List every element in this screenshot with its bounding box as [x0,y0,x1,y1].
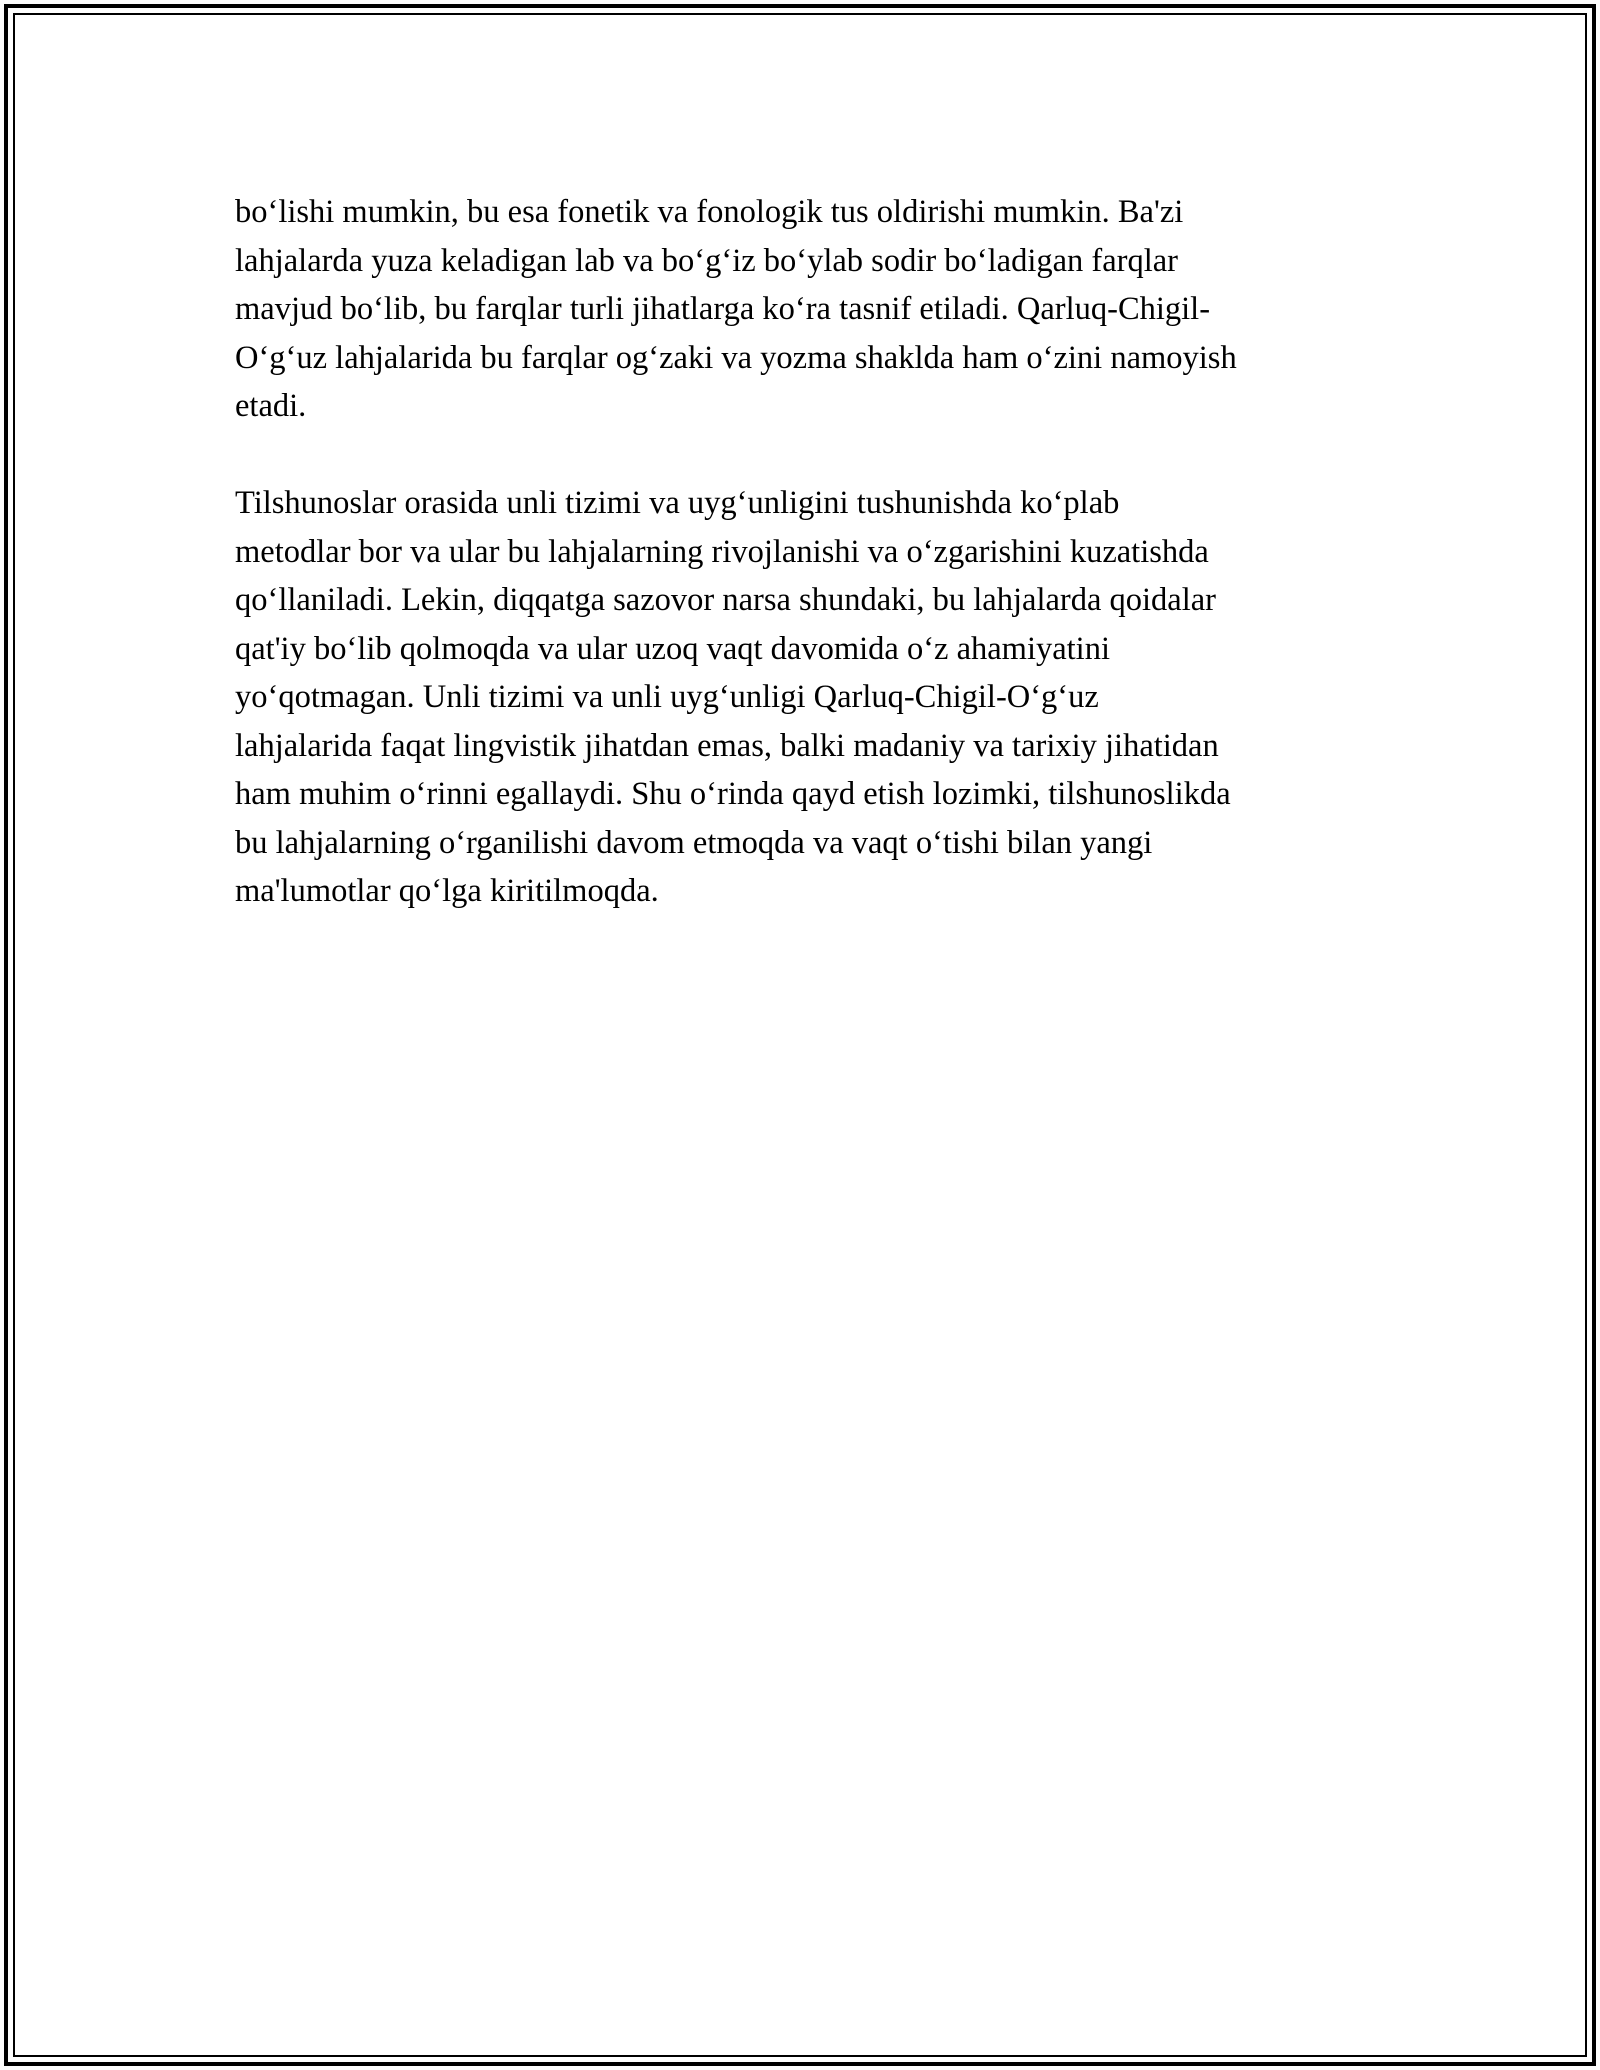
text-line: mavjud bo‘lib, bu farqlar turli jihatlarga ko‘ra tasnif etiladi. Qarluq-Chigil- [235,291,1211,327]
text-line: yo‘qotmagan. Unli tizimi va unli uyg‘unligi Qarluq-Chigil-O‘g‘uz [235,679,1099,715]
text-line: ma'lumotlar qo‘lga kiritilmoqda. [235,873,659,909]
paragraph-2 [235,479,1375,916]
text-line: O‘g‘uz lahjalarida bu farqlar og‘zaki va yozma shakldа ham o‘zini namoyish [235,339,1237,376]
text-line: lahjalarida faqat lingvistik jihatdan emas, balki madaniy va tarixiy jihatidan [235,727,1219,764]
text-line: qo‘llaniladi. Lekin, diqqatga sazovor narsa shundaki, bu lahjalarda qoidalar [235,582,1216,618]
text-line: ham muhim o‘rinni egallaydi. Shu o‘rinda qayd etish lozimki, tilshunoslikda [235,776,1231,812]
paragraph-1 [235,188,1375,431]
document-body [235,188,1375,964]
text-line: etadi. [235,388,307,424]
text-line: Tilshunoslar orasida unli tizimi va uyg‘unligini tushunishda ko‘plab [235,485,1120,521]
text-line: lahjalarda yuza keladigan lab va bo‘g‘iz bo‘ylab sodir bo‘ladigan farqlar [235,242,1179,279]
text-line: bu lahjalarning o‘rganilishi davom etmoqda va vaqt o‘tishi bilan yangi [235,824,1153,861]
text-line: qat'iy bo‘lib qolmoqda va ular uzoq vaqt davomida o‘z ahamiyatini [235,630,1110,667]
text-line: bo‘lishi mumkin, bu esa fonetik va fonologik tus oldirishi mumkin. Ba'zi [235,194,1184,230]
text-line: metodlar bor va ular bu lahjalarning rivojlanishi va o‘zgarishini kuzatishda [235,533,1209,570]
